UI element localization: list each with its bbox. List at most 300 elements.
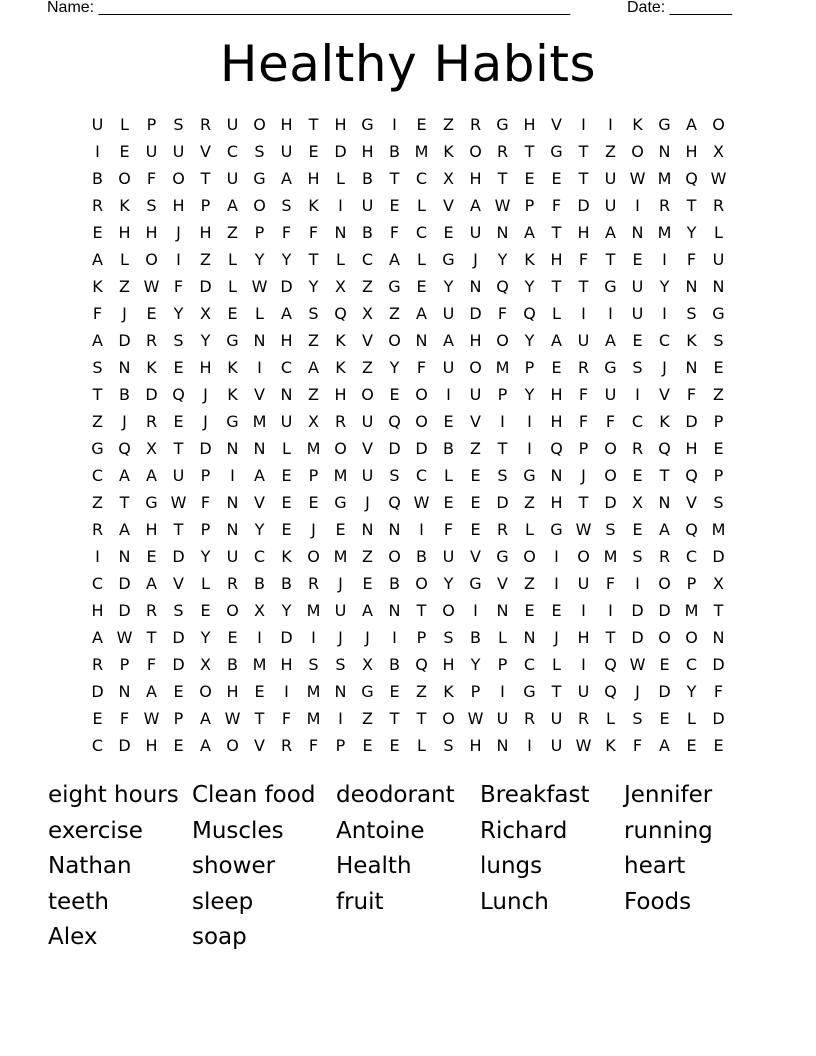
grid-letter: D bbox=[118, 736, 131, 755]
grid-letter: O bbox=[388, 547, 401, 566]
grid-letter: F bbox=[713, 682, 724, 701]
grid-letter: V bbox=[470, 547, 481, 566]
grid-letter: S bbox=[632, 547, 643, 566]
grid-letter: F bbox=[119, 709, 130, 728]
grid-letter: Y bbox=[524, 331, 535, 350]
grid-letter: N bbox=[658, 493, 671, 512]
grid-letter: Q bbox=[523, 304, 536, 323]
grid-letter: E bbox=[389, 682, 400, 701]
grid-letter: U bbox=[550, 709, 563, 728]
grid-letter: A bbox=[92, 628, 103, 647]
grid-letter: F bbox=[578, 412, 589, 431]
word-list-item: sleep bbox=[192, 888, 254, 915]
grid-letter: E bbox=[389, 196, 400, 215]
grid-letter: O bbox=[442, 601, 455, 620]
grid-letter: P bbox=[524, 358, 535, 377]
grid-letter: S bbox=[335, 655, 346, 674]
grid-letter: T bbox=[200, 169, 211, 188]
grid-letter: O bbox=[469, 142, 482, 161]
grid-letter: G bbox=[712, 304, 725, 323]
grid-letter: Z bbox=[416, 682, 427, 701]
grid-letter: I bbox=[311, 628, 316, 647]
grid-letter: W bbox=[224, 709, 241, 728]
grid-letter: H bbox=[469, 169, 482, 188]
grid-letter: R bbox=[199, 115, 212, 134]
grid-letter: T bbox=[389, 709, 400, 728]
grid-letter: A bbox=[605, 223, 616, 242]
grid-letter: Y bbox=[281, 250, 292, 269]
grid-letter: D bbox=[172, 655, 185, 674]
grid-letter: V bbox=[686, 493, 697, 512]
grid-letter: G bbox=[496, 115, 509, 134]
grid-letter: B bbox=[362, 169, 373, 188]
grid-letter: U bbox=[442, 547, 455, 566]
grid-letter: N bbox=[388, 601, 401, 620]
grid-letter: U bbox=[469, 385, 482, 404]
grid-letter: G bbox=[496, 547, 509, 566]
grid-letter: C bbox=[91, 574, 104, 593]
grid-letter: N bbox=[226, 439, 239, 458]
grid-letter: Y bbox=[200, 628, 211, 647]
grid-letter: C bbox=[280, 358, 293, 377]
grid-letter: E bbox=[173, 358, 184, 377]
grid-letter: M bbox=[333, 466, 348, 485]
grid-letter: Q bbox=[415, 655, 428, 674]
grid-letter: A bbox=[200, 709, 211, 728]
grid-letter: B bbox=[92, 169, 103, 188]
grid-letter: O bbox=[172, 169, 185, 188]
grid-letter: R bbox=[577, 358, 590, 377]
grid-letter: L bbox=[444, 466, 453, 485]
grid-letter: X bbox=[335, 277, 346, 296]
grid-letter: Z bbox=[362, 277, 373, 296]
grid-letter: G bbox=[442, 250, 455, 269]
grid-letter: N bbox=[712, 277, 725, 296]
grid-letter: F bbox=[686, 250, 697, 269]
grid-letter: S bbox=[308, 655, 319, 674]
grid-letter: O bbox=[415, 412, 428, 431]
grid-letter: D bbox=[631, 601, 644, 620]
grid-letter: R bbox=[91, 520, 104, 539]
grid-letter: E bbox=[227, 628, 238, 647]
grid-letter: D bbox=[118, 331, 131, 350]
word-list-item: Foods bbox=[624, 888, 692, 915]
grid-letter: E bbox=[227, 304, 238, 323]
grid-letter: V bbox=[362, 439, 373, 458]
grid-letter: U bbox=[550, 736, 563, 755]
grid-letter: P bbox=[254, 223, 265, 242]
grid-letter: H bbox=[361, 142, 374, 161]
grid-letter: B bbox=[470, 628, 481, 647]
grid-letter: P bbox=[146, 115, 157, 134]
grid-letter: H bbox=[145, 223, 158, 242]
grid-letter: E bbox=[146, 547, 157, 566]
grid-letter: H bbox=[172, 196, 185, 215]
grid-letter: V bbox=[659, 385, 670, 404]
grid-letter: Y bbox=[308, 277, 319, 296]
grid-letter: D bbox=[145, 385, 158, 404]
word-list-item: Muscles bbox=[192, 817, 284, 844]
grid-letter: T bbox=[146, 628, 157, 647]
grid-letter: E bbox=[551, 169, 562, 188]
name-field-label: Name: _____________________________________________________ bbox=[47, 0, 571, 16]
grid-letter: Y bbox=[443, 574, 454, 593]
grid-letter: J bbox=[635, 682, 640, 701]
grid-letter: W bbox=[575, 520, 592, 539]
grid-letter: V bbox=[362, 331, 373, 350]
grid-letter: H bbox=[307, 169, 320, 188]
grid-letter: E bbox=[200, 601, 211, 620]
grid-letter: X bbox=[200, 655, 211, 674]
grid-letter: E bbox=[281, 493, 292, 512]
grid-letter: E bbox=[443, 223, 454, 242]
grid-letter: T bbox=[254, 709, 265, 728]
grid-letter: Z bbox=[119, 277, 130, 296]
grid-letter: N bbox=[253, 439, 266, 458]
grid-letter: W bbox=[116, 628, 133, 647]
grid-letter: L bbox=[552, 655, 561, 674]
grid-letter: G bbox=[523, 466, 536, 485]
grid-letter: J bbox=[662, 358, 667, 377]
grid-letter: X bbox=[308, 412, 319, 431]
grid-letter: I bbox=[284, 682, 289, 701]
grid-letter: W bbox=[143, 709, 160, 728]
grid-letter: H bbox=[577, 628, 590, 647]
grid-letter: Y bbox=[443, 277, 454, 296]
grid-letter: E bbox=[416, 115, 427, 134]
grid-letter: N bbox=[118, 547, 131, 566]
grid-letter: Z bbox=[443, 115, 454, 134]
grid-letter: I bbox=[608, 601, 613, 620]
grid-letter: O bbox=[118, 169, 131, 188]
grid-letter: T bbox=[173, 520, 184, 539]
grid-letter: Y bbox=[659, 277, 670, 296]
grid-letter: E bbox=[335, 520, 346, 539]
grid-letter: D bbox=[712, 709, 725, 728]
grid-letter: U bbox=[361, 412, 374, 431]
grid-letter: Q bbox=[658, 439, 671, 458]
grid-letter: T bbox=[605, 628, 616, 647]
grid-letter: U bbox=[226, 547, 239, 566]
grid-letter: N bbox=[361, 520, 374, 539]
grid-letter: D bbox=[631, 628, 644, 647]
grid-letter: E bbox=[551, 358, 562, 377]
grid-letter: O bbox=[631, 142, 644, 161]
grid-letter: Y bbox=[173, 304, 184, 323]
grid-letter: F bbox=[551, 196, 562, 215]
grid-letter: L bbox=[525, 520, 534, 539]
grid-letter: A bbox=[146, 682, 157, 701]
grid-letter: H bbox=[91, 601, 104, 620]
grid-letter: B bbox=[254, 574, 265, 593]
grid-letter: A bbox=[146, 574, 157, 593]
grid-letter: P bbox=[470, 682, 481, 701]
grid-letter: I bbox=[635, 574, 640, 593]
grid-letter: C bbox=[658, 331, 671, 350]
grid-letter: Y bbox=[254, 520, 265, 539]
grid-letter: F bbox=[281, 709, 292, 728]
grid-letter: T bbox=[497, 439, 508, 458]
grid-letter: J bbox=[365, 493, 370, 512]
grid-letter: N bbox=[469, 277, 482, 296]
grid-letter: T bbox=[92, 385, 103, 404]
grid-letter: Z bbox=[605, 142, 616, 161]
grid-letter: T bbox=[389, 169, 400, 188]
grid-letter: P bbox=[308, 466, 319, 485]
grid-letter: T bbox=[119, 493, 130, 512]
grid-letter: A bbox=[281, 169, 292, 188]
grid-letter: T bbox=[308, 115, 319, 134]
grid-letter: P bbox=[524, 196, 535, 215]
grid-letter: W bbox=[575, 736, 592, 755]
grid-letter: T bbox=[308, 250, 319, 269]
grid-letter: I bbox=[176, 250, 181, 269]
grid-letter: I bbox=[662, 304, 667, 323]
grid-letter: S bbox=[686, 304, 697, 323]
grid-letter: M bbox=[414, 142, 429, 161]
grid-letter: F bbox=[146, 169, 157, 188]
grid-letter: S bbox=[281, 196, 292, 215]
grid-letter: U bbox=[496, 709, 509, 728]
grid-letter: U bbox=[577, 574, 590, 593]
grid-letter: C bbox=[415, 466, 428, 485]
grid-letter: A bbox=[470, 196, 481, 215]
grid-letter: S bbox=[308, 304, 319, 323]
grid-letter: Z bbox=[524, 574, 535, 593]
grid-letter: E bbox=[632, 250, 643, 269]
word-list-item: Nathan bbox=[48, 853, 132, 879]
grid-letter: Q bbox=[334, 304, 347, 323]
grid-letter: A bbox=[605, 331, 616, 350]
grid-letter: N bbox=[523, 628, 536, 647]
grid-letter: T bbox=[173, 439, 184, 458]
grid-letter: G bbox=[361, 115, 374, 134]
grid-letter: Y bbox=[389, 358, 400, 377]
grid-letter: W bbox=[494, 196, 511, 215]
grid-letter: T bbox=[551, 682, 562, 701]
grid-letter: K bbox=[335, 358, 346, 377]
grid-letter: E bbox=[254, 682, 265, 701]
grid-letter: O bbox=[415, 385, 428, 404]
grid-letter: R bbox=[226, 574, 239, 593]
grid-letter: I bbox=[500, 682, 505, 701]
grid-letter: G bbox=[253, 169, 266, 188]
grid-letter: Z bbox=[362, 547, 373, 566]
grid-letter: P bbox=[335, 736, 346, 755]
grid-letter: V bbox=[497, 574, 508, 593]
grid-letter: F bbox=[416, 358, 427, 377]
grid-letter: O bbox=[685, 628, 698, 647]
grid-letter: B bbox=[119, 385, 130, 404]
grid-letter: U bbox=[604, 196, 617, 215]
word-list-item: teeth bbox=[48, 888, 109, 915]
grid-letter: T bbox=[713, 601, 724, 620]
date-field-label: Date: _______ bbox=[627, 0, 732, 16]
grid-letter: I bbox=[257, 358, 262, 377]
grid-letter: H bbox=[280, 655, 293, 674]
grid-letter: A bbox=[362, 601, 373, 620]
grid-letter: Z bbox=[713, 385, 724, 404]
grid-letter: R bbox=[145, 601, 158, 620]
grid-letter: Z bbox=[470, 439, 481, 458]
grid-letter: E bbox=[632, 466, 643, 485]
grid-letter: R bbox=[91, 196, 104, 215]
grid-letter: E bbox=[173, 412, 184, 431]
grid-letter: J bbox=[311, 520, 316, 539]
grid-letter: I bbox=[635, 385, 640, 404]
grid-letter: V bbox=[443, 196, 454, 215]
word-list-item: Breakfast bbox=[480, 782, 590, 808]
grid-letter: L bbox=[552, 304, 561, 323]
grid-letter: J bbox=[581, 466, 586, 485]
grid-letter: A bbox=[200, 736, 211, 755]
grid-letter: T bbox=[659, 466, 670, 485]
grid-letter: Y bbox=[200, 331, 211, 350]
grid-letter: I bbox=[230, 466, 235, 485]
grid-letter: T bbox=[497, 169, 508, 188]
grid-letter: L bbox=[417, 250, 426, 269]
grid-letter: O bbox=[523, 547, 536, 566]
grid-letter: A bbox=[119, 466, 130, 485]
grid-letter: P bbox=[713, 412, 724, 431]
grid-letter: U bbox=[91, 115, 104, 134]
grid-letter: W bbox=[629, 655, 646, 674]
grid-letter: Y bbox=[254, 250, 265, 269]
grid-letter: B bbox=[362, 223, 373, 242]
grid-letter: O bbox=[604, 439, 617, 458]
grid-letter: P bbox=[173, 709, 184, 728]
grid-letter: O bbox=[361, 385, 374, 404]
grid-letter: S bbox=[173, 601, 184, 620]
grid-letter: K bbox=[659, 412, 670, 431]
grid-letter: F bbox=[632, 736, 643, 755]
grid-letter: A bbox=[389, 250, 400, 269]
grid-letter: A bbox=[92, 331, 103, 350]
grid-letter: O bbox=[712, 115, 725, 134]
grid-letter: E bbox=[443, 412, 454, 431]
grid-letter: D bbox=[199, 439, 212, 458]
grid-letter: A bbox=[416, 304, 427, 323]
grid-letter: T bbox=[524, 142, 535, 161]
grid-letter: N bbox=[118, 358, 131, 377]
grid-letter: A bbox=[308, 358, 319, 377]
grid-letter: M bbox=[657, 169, 672, 188]
grid-letter: H bbox=[442, 655, 455, 674]
grid-letter: P bbox=[200, 196, 211, 215]
grid-letter: I bbox=[581, 115, 586, 134]
grid-letter: E bbox=[713, 358, 724, 377]
grid-letter: L bbox=[120, 250, 129, 269]
grid-letter: E bbox=[389, 385, 400, 404]
grid-letter: R bbox=[91, 655, 104, 674]
grid-letter: R bbox=[631, 439, 644, 458]
grid-letter: U bbox=[631, 304, 644, 323]
grid-letter: A bbox=[281, 304, 292, 323]
grid-letter: R bbox=[280, 736, 293, 755]
grid-letter: O bbox=[604, 466, 617, 485]
grid-letter: Q bbox=[118, 439, 131, 458]
grid-letter: W bbox=[143, 277, 160, 296]
grid-letter: C bbox=[415, 169, 428, 188]
grid-letter: U bbox=[226, 115, 239, 134]
grid-letter: M bbox=[306, 601, 321, 620]
grid-letter: D bbox=[199, 277, 212, 296]
grid-letter: O bbox=[145, 250, 158, 269]
grid-letter: Z bbox=[92, 412, 103, 431]
grid-letter: F bbox=[200, 493, 211, 512]
grid-letter: N bbox=[415, 331, 428, 350]
grid-letter: U bbox=[577, 331, 590, 350]
grid-letter: G bbox=[334, 493, 347, 512]
grid-letter: N bbox=[334, 682, 347, 701]
grid-letter: J bbox=[203, 385, 208, 404]
grid-letter: H bbox=[145, 520, 158, 539]
grid-letter: Q bbox=[496, 277, 509, 296]
grid-letter: T bbox=[578, 169, 589, 188]
grid-letter: S bbox=[632, 358, 643, 377]
grid-letter: O bbox=[658, 628, 671, 647]
grid-letter: O bbox=[577, 547, 590, 566]
grid-letter: M bbox=[306, 682, 321, 701]
grid-letter: L bbox=[120, 115, 129, 134]
grid-letter: W bbox=[413, 493, 430, 512]
grid-letter: D bbox=[118, 601, 131, 620]
grid-letter: D bbox=[172, 547, 185, 566]
grid-letter: I bbox=[662, 250, 667, 269]
grid-letter: A bbox=[443, 331, 454, 350]
grid-letter: K bbox=[227, 385, 238, 404]
grid-letter: E bbox=[632, 331, 643, 350]
grid-letter: F bbox=[308, 736, 319, 755]
grid-letter: O bbox=[307, 547, 320, 566]
grid-letter: B bbox=[389, 655, 400, 674]
grid-letter: T bbox=[416, 601, 427, 620]
word-list-item: soap bbox=[192, 924, 247, 950]
grid-letter: Z bbox=[389, 304, 400, 323]
grid-letter: V bbox=[254, 385, 265, 404]
grid-letter: W bbox=[467, 709, 484, 728]
grid-letter: X bbox=[713, 574, 724, 593]
grid-letter: O bbox=[415, 574, 428, 593]
grid-letter: H bbox=[577, 223, 590, 242]
word-list-item: fruit bbox=[336, 888, 384, 915]
grid-letter: F bbox=[146, 655, 157, 674]
grid-letter: S bbox=[713, 331, 724, 350]
grid-letter: Y bbox=[497, 250, 508, 269]
grid-letter: D bbox=[118, 574, 131, 593]
grid-letter: J bbox=[122, 304, 127, 323]
grid-letter: V bbox=[173, 574, 184, 593]
grid-letter: A bbox=[659, 736, 670, 755]
grid-letter: X bbox=[146, 439, 157, 458]
grid-letter: D bbox=[280, 628, 293, 647]
grid-letter: F bbox=[443, 520, 454, 539]
grid-letter: M bbox=[603, 547, 618, 566]
grid-letter: C bbox=[415, 223, 428, 242]
grid-letter: M bbox=[495, 358, 510, 377]
grid-letter: M bbox=[711, 520, 726, 539]
grid-letter: R bbox=[712, 196, 725, 215]
grid-letter: U bbox=[280, 142, 293, 161]
grid-letter: A bbox=[551, 331, 562, 350]
grid-letter: Q bbox=[685, 466, 698, 485]
word-list-item: exercise bbox=[48, 817, 143, 844]
grid-letter: A bbox=[92, 250, 103, 269]
grid-letter: Q bbox=[685, 520, 698, 539]
grid-letter: B bbox=[416, 547, 427, 566]
grid-letter: F bbox=[605, 574, 616, 593]
grid-letter: G bbox=[226, 412, 239, 431]
